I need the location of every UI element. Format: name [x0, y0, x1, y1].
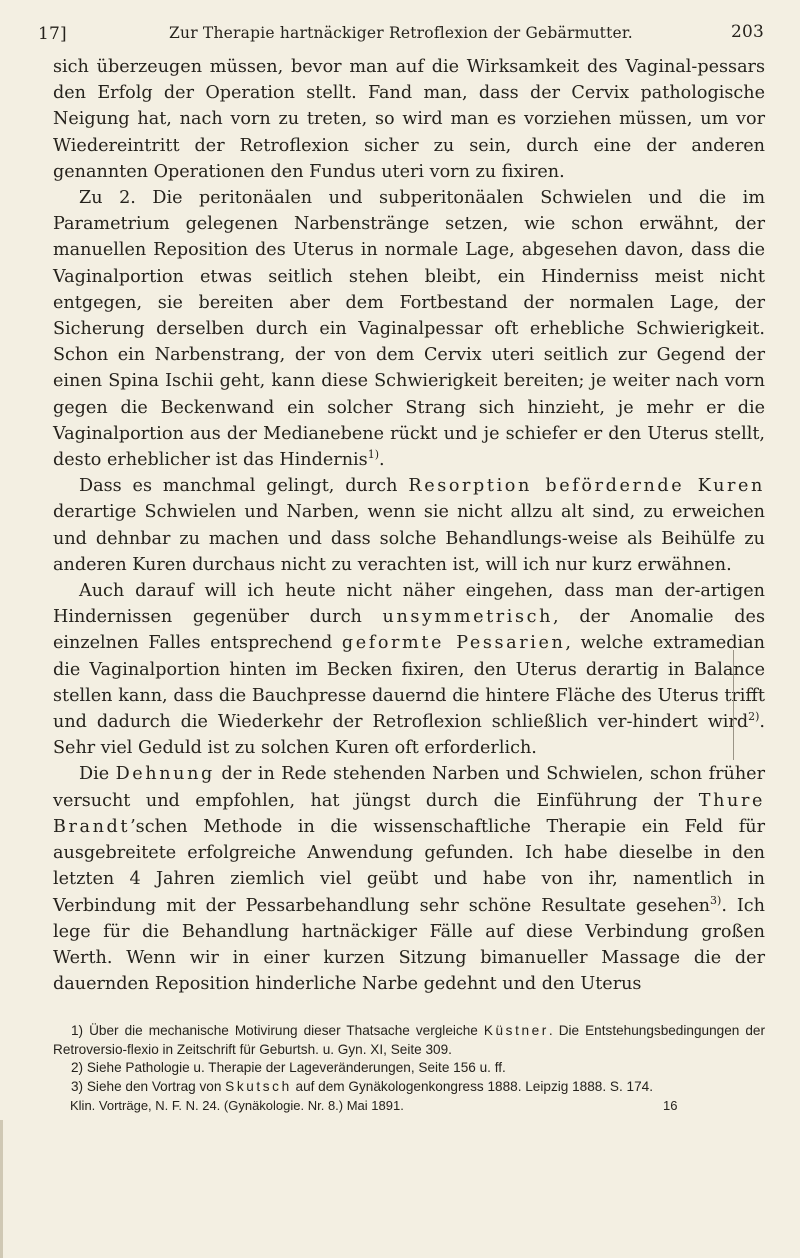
main-text [53, 54, 765, 997]
emphasis-dehnung: Dehnung [115, 764, 215, 785]
paragraph-4-cont: , welche extramedian die Vaginalportion hinten im Becken fixiren, den Uterus derartig in Balance stellen kann, dass die Bauchpresse dauernd die hintere Fläche des Uterus trifft und dadurch die Wiederkehr der Retroflexion schließlich ver-hindert wird [53, 633, 765, 733]
footnote-ref-2: 2) [748, 710, 760, 724]
paragraph-5-start: Die [79, 764, 116, 785]
running-header [38, 22, 764, 50]
paragraph-4-start: Auch darauf will ich heute nicht näher eingehen, dass man der-artigen Hindernissen gegenüber durch [53, 581, 765, 628]
paragraph-4-end: . Sehr viel Geduld ist zu solchen Kuren oft erforderlich. [53, 712, 765, 759]
binding-edge [0, 1120, 3, 1258]
paragraph-2 [53, 185, 765, 473]
signature-mark: 17] [38, 24, 67, 44]
footnote-3 [53, 1078, 765, 1097]
paragraph-5 [53, 761, 765, 997]
footnote-3-start: 3) Siehe den Vortrag von [71, 1078, 226, 1094]
page-number: 203 [730, 22, 764, 42]
paragraph-5-mid: der in Rede stehenden Narben und Schwielen, schon früher versucht und empfohlen, hat jüngst durch die Einführung der [53, 764, 765, 811]
running-title: Zur Therapie hartnäckiger Retroflexion der Gebärmutter. [169, 24, 633, 42]
footnote-3-author: Skutsch [225, 1078, 292, 1094]
paragraph-4-mid: , der Anomalie des einzelnen Falles entsprechend [53, 607, 765, 654]
paragraph-4 [53, 578, 765, 761]
footnote-ref-1: 1) [367, 448, 379, 462]
footnotes [53, 1022, 765, 1096]
paragraph-5-end: . Ich lege für die Behandlung hartnäckiger Fälle auf diese Verbindung großen Werth. Wenn wir in einer kurzen Sitzung bimanueller Massage die der dauernden Reposition hinderliche Narbe gedehnt und den Uterus [53, 895, 765, 995]
page-edge-shadow [733, 650, 734, 760]
paragraph-2-text: Zu 2. Die peritonäalen und subperitonäalen Schwielen und die im Parametrium gelegenen Narbenstränge setzen, wie schon erwähnt, der manuellen Reposition des Uterus in normale Lage, abgesehen davon, dass die Vaginalportion etwas seitlich stehen bleibt, ein Hinderniss meist nicht entgegen, sie bereiten aber dem Fortbestand der normalen Lage, der Sicherung derselben durch ein Vaginalpessar oft erhebliche Schwierigkeit. Schon ein Narbenstrang, der von dem Cervix uteri seitlich zur Gegend der einen Spina Ischii geht, kann diese Schwierigkeit bereiten; je weiter nach vorn gegen die Beckenwand ein solcher Strang sich hinzieht, je mehr er die Vaginalportion aus der Medianebene rückt und je schiefer er den Uterus stellt, desto erheblicher ist das Hindernis [53, 188, 765, 471]
footnote-1-start: 1) Über die mechanische Motivirung dieser Thatsache vergleiche [71, 1023, 484, 1038]
footnote-ref-3: 3) [710, 893, 722, 907]
sheet-number: 16 [663, 1098, 678, 1113]
emphasis-thure-brandt: Thure Brandt [53, 790, 765, 837]
paragraph-5-cont: ’schen Methode in die wissenschaftliche Therapie ein Feld für ausgebreitete erfolgreiche Anwendung gefunden. Ich habe dieselbe in den letzten 4 Jahren ziemlich viel geübt und habe von ihr, namentlich in Verbindung mit der Pessarbehandlung sehr schöne Resultate gesehen [53, 816, 765, 916]
emphasis-resorption: Resorption befördernde Kuren [408, 476, 765, 497]
paragraph-3 [53, 473, 765, 578]
series-line: Klin. Vorträge, N. F. N. 24. (Gynäkologie. Nr. 8.) Mai 1891. [70, 1098, 404, 1113]
emphasis-pessarien: geformte Pessarien [341, 633, 566, 654]
footnote-1-author: Küstner [483, 1023, 549, 1038]
paragraph-3-rest: derartige Schwielen und Narben, wenn sie nicht allzu alt sind, zu erweichen und dehnbar zu machen und dass solche Behandlungs-weise als Beihülfe zu anderen Kuren durchaus nicht zu verachten ist, will ich nur kurz erwähnen. [53, 502, 765, 575]
printer-footer [70, 1098, 750, 1113]
paragraph-1: sich überzeugen müssen, bevor man auf die Wirksamkeit des Vaginal-pessars den Erfolg der Operation stellt. Fand man, dass der Cervix pathologische Neigung hat, nach vorn zu treten, so wird man es vorziehen müssen, um vor Wiedereintritt der Retroflexion sicher zu sein, durch eine der anderen genannten Operationen den Fundus uteri vorn zu fixiren. [53, 57, 765, 182]
footnote-2: 2) Siehe Pathologie u. Therapie der Lageveränderungen, Seite 156 u. ff. [71, 1060, 506, 1075]
emphasis-unsymmetrisch: unsymmetrisch [382, 607, 554, 628]
footnote-1-rest: . Die Entstehungsbedingungen der Retroversio-flexio in Zeitschrift für Geburtsh. u. Gyn. XI, Seite 309. [53, 1023, 765, 1057]
paragraph-2-end: . [379, 450, 385, 471]
footnote-3-rest: auf dem Gynäkologenkongress 1888. Leipzig 1888. S. 174. [291, 1078, 653, 1094]
paragraph-3-start: Dass es manchmal gelingt, durch [79, 476, 409, 497]
footnote-1 [53, 1022, 765, 1059]
